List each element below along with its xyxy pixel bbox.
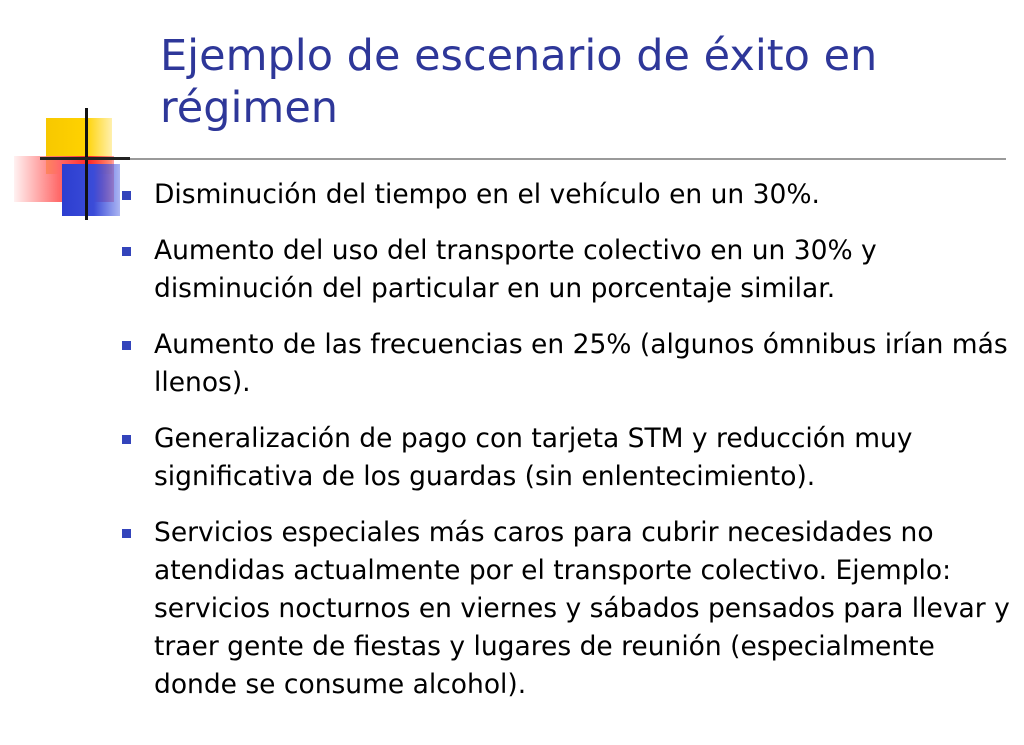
bullet-text: Aumento del uso del transporte colectivo en un 30% y disminución del particular en un porcentaje similar. [154,235,877,304]
logo-blue-square [62,164,120,216]
logo-vertical-line [85,108,88,220]
bullet-text: Servicios especiales más caros para cubrir necesidades no atendidas actualmente por el transporte colectivo. Ejemplo: servicios nocturnos en viernes y sábados pensados para llevar y traer gente de fiestas y lugares de reunión (especialmente donde se consume alcohol). [154,517,1010,700]
bullet-text: Generalización de pago con tarjeta STM y reducción muy significativa de los guardas (sin enlentecimiento). [154,423,913,492]
bullet-item [120,420,1010,496]
bullet-item [120,514,1010,704]
bullet-square-icon [122,191,131,200]
bullet-item [120,232,1010,308]
bullet-item [120,176,1010,214]
slide-title: Ejemplo de escenario de éxito en régimen [160,31,878,133]
bullet-square-icon [122,341,131,350]
title-divider-accent [40,157,130,160]
bullet-text: Disminución del tiempo en el vehículo en un 30%. [154,179,820,210]
bullet-square-icon [122,247,131,256]
bullet-item [120,326,1010,402]
bullet-list [120,176,1010,722]
bullet-square-icon [122,529,131,538]
bullet-text: Aumento de las frecuencias en 25% (algunos ómnibus irían más llenos). [154,329,1008,398]
title-divider [40,158,1006,160]
bullet-square-icon [122,435,131,444]
